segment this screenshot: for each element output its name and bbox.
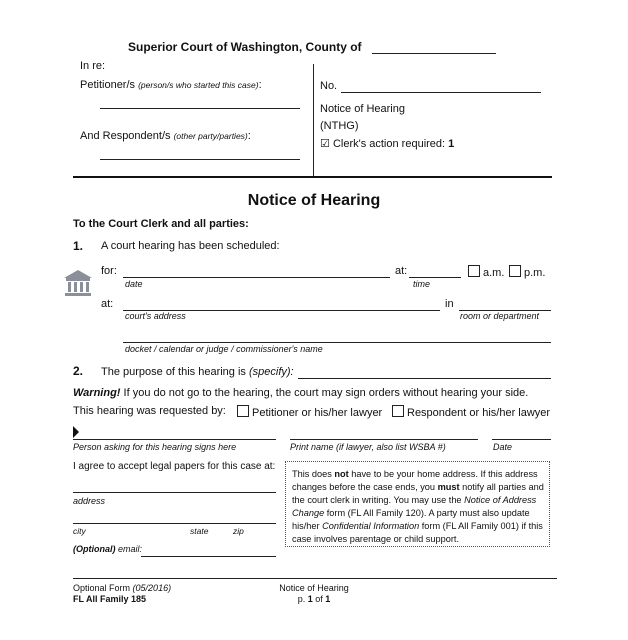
section2-number: 2. xyxy=(73,364,84,378)
service-address-field[interactable] xyxy=(73,480,276,493)
room-caption: room or department xyxy=(460,311,540,321)
am-checkbox[interactable]: a.m. xyxy=(468,265,504,279)
zip-caption: zip xyxy=(233,526,244,536)
date-caption: date xyxy=(125,279,143,289)
court-heading: Superior Court of Washington, County of xyxy=(128,40,362,54)
footer-page-number: p. 1 of 1 xyxy=(297,594,331,604)
header-rule xyxy=(73,176,552,178)
state-caption: state xyxy=(190,526,209,536)
footer-rule xyxy=(73,578,557,579)
in-re-label: In re: xyxy=(80,60,106,72)
checked-box-icon: ☑ xyxy=(320,138,330,150)
notice-title-small: Notice of Hearing xyxy=(320,103,405,115)
room-field[interactable] xyxy=(459,298,551,311)
petitioner-field[interactable] xyxy=(100,96,300,109)
email-field[interactable] xyxy=(141,544,276,557)
docket-field[interactable] xyxy=(123,330,551,343)
print-name-field[interactable] xyxy=(290,427,478,440)
respondent-checkbox[interactable]: Respondent or his/her lawyer xyxy=(392,405,550,419)
sign-caption: Person asking for this hearing signs here xyxy=(73,442,237,452)
in-label: in xyxy=(445,298,454,310)
sign-date-field[interactable] xyxy=(492,427,551,440)
city-state-zip-field[interactable] xyxy=(73,511,276,524)
petitioner-label: Petitioner/s (person/s who started this case): xyxy=(80,79,262,91)
print-name-caption: Print name (if lawyer, also list WSBA #) xyxy=(290,442,446,452)
notice-code: (NTHG) xyxy=(320,120,359,132)
email-label: (Optional) email: xyxy=(73,544,143,554)
section1-text: A court hearing has been scheduled: xyxy=(101,240,280,252)
date-field[interactable] xyxy=(123,265,390,278)
court-address-caption: court's address xyxy=(125,311,186,321)
address-note-box: This does not have to be your home address. If this address changes before the case ends, you must notify all parties and the court clerk in writing. You may use the Notice of Address Change form (FL All Family 120). A party must also update his/her Confidential Information form (FL All Family 001) if this case involves parentage or child support. xyxy=(285,461,550,547)
clerk-action: ☑ Clerk's action required: 1 xyxy=(320,138,455,150)
section1-number: 1. xyxy=(73,239,84,253)
purpose-field[interactable] xyxy=(298,366,551,379)
page-title: Notice of Hearing xyxy=(247,192,381,209)
time-field[interactable] xyxy=(409,265,461,278)
to-line: To the Court Clerk and all parties: xyxy=(73,218,249,230)
docket-caption: docket / calendar or judge / commissioner's name xyxy=(125,344,323,354)
pm-checkbox[interactable]: p.m. xyxy=(509,265,545,279)
time-caption: time xyxy=(413,279,431,289)
warning-line: Warning! If you do not go to the hearing, the court may sign orders without hearing your side. xyxy=(73,387,529,399)
respondent-field[interactable] xyxy=(100,147,300,160)
case-number-field[interactable] xyxy=(341,80,541,93)
petitioner-checkbox[interactable]: Petitioner or his/her lawyer xyxy=(237,405,382,419)
case-number-label: No. xyxy=(320,80,338,92)
footer-form-id: FL All Family 185 xyxy=(73,594,147,604)
address-at-label: at: xyxy=(101,298,114,310)
courthouse-icon xyxy=(63,268,93,301)
time-at-label: at: xyxy=(395,265,408,277)
respondent-label: And Respondent/s (other party/parties): xyxy=(80,130,251,142)
footer-title: Notice of Hearing xyxy=(279,583,349,593)
court-address-field[interactable] xyxy=(123,298,440,311)
section2-text: The purpose of this hearing is (specify): xyxy=(101,366,294,378)
requested-by-label: This hearing was requested by: xyxy=(73,405,226,417)
header-divider xyxy=(313,64,314,176)
agree-label: I agree to accept legal papers for this case at: xyxy=(73,461,276,472)
county-field[interactable] xyxy=(372,41,496,54)
address-caption: address xyxy=(73,496,106,506)
footer-form-version: Optional Form (05/2016) xyxy=(73,583,172,593)
signature-field[interactable] xyxy=(73,427,276,440)
for-label: for: xyxy=(101,265,117,277)
city-caption: city xyxy=(73,526,86,536)
sign-date-caption: Date xyxy=(493,442,513,452)
